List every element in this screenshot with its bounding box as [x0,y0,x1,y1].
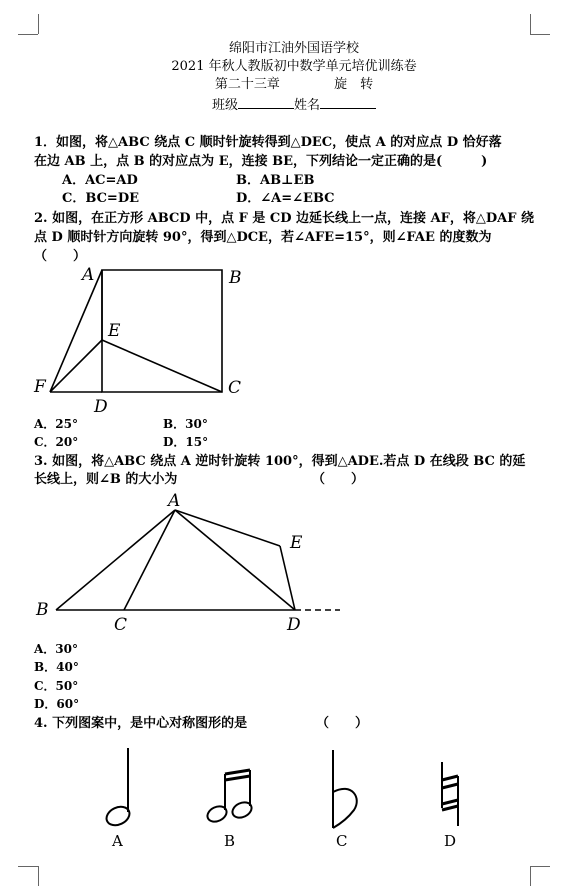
q3-segment-ad [175,510,295,610]
q3-option-c: C．50° [34,679,79,693]
name-label: 姓名 [294,98,321,113]
q1-line2: 在边 AB 上，点 B 的对应点为 E，连接 BE，下列结论一定正确的是( ) [34,154,488,169]
q2-label-a: A [82,265,95,285]
flat-sign-icon [333,750,357,828]
q3-segment-ae [175,510,280,546]
q2-segment-ec [102,340,222,392]
crop-mark [530,866,550,867]
q3-figure [30,488,350,638]
q2-label-e: E [108,321,121,341]
name-blank [320,95,376,109]
q2-segment-fe [50,340,102,392]
q3-line1: 3. 如图，将△ABC 绕点 A 逆时针旋转 100°，得到△ADE.若点 D 在线段 BC 的延 [34,454,526,469]
q4-choice-c: C [336,832,348,850]
paper-title: 2021 年秋人教版初中数学单元培优训练卷 [171,59,417,74]
chapter-topic: 旋 转 [334,77,374,92]
crop-mark [530,866,531,886]
student-info-line [0,95,588,115]
school-name: 绵阳市江油外国语学校 [228,41,359,56]
crop-mark [530,34,550,35]
q3-segment-ac [124,510,175,610]
q2-label-f: F [34,377,46,397]
q4-choice-d: D [444,832,457,850]
q1-option-b: B．AB⊥EB [236,173,315,188]
crop-mark [38,14,39,34]
q4-bracket: （ ） [316,716,369,731]
chapter-line [0,76,588,94]
q3-line2: 长线上，则∠B 的大小为 [34,472,178,487]
q3-segment-ab [56,510,175,610]
q2-label-d: D [94,397,108,415]
q3-option-d: D．60° [34,697,80,711]
q3-label-a: A [168,491,181,511]
q3-label-b: B [36,600,49,620]
q3-label-d: D [287,615,301,635]
class-blank [238,95,294,109]
beamed-eighth-notes-icon [205,770,254,825]
q4-choice-a: A [112,832,123,850]
natural-sign-icon [442,762,458,826]
q2-line1: 2. 如图，在正方形 ABCD 中，点 F 是 CD 边延长线上一点，连接 AF，将△DAF 绕 [34,211,534,226]
q3-label-e: E [290,533,303,553]
q2-label-c: C [228,378,242,398]
q3-label-c: C [114,615,128,635]
q1-option-a: A．AC=AD [62,173,138,188]
q3-bracket: （ ） [312,472,365,487]
q4-figures [90,742,490,854]
q3-option-a: A．30° [34,642,79,656]
q4-line1: 4. 下列图案中，是中心对称图形的是 [34,716,248,731]
q2-line3: （ ） [34,249,87,264]
q2-label-b: B [229,268,242,288]
q1-option-c: C．BC=DE [62,191,139,206]
q1-option-d: D．∠A=∠EBC [236,191,335,206]
chapter-number: 第二十三章 [214,77,280,92]
q2-option-b: B．30° [163,417,208,431]
q2-option-d: D．15° [163,435,209,449]
half-note-icon [104,748,133,829]
crop-mark [38,866,39,886]
class-label: 班级 [211,98,238,113]
q2-option-c: C．20° [34,435,79,449]
q4-choice-b: B [224,832,236,850]
q2-option-a: A．25° [34,417,79,431]
q1-line1: 1．如图，将△ABC 绕点 C 顺时针旋转得到△DEC，使点 A 的对应点 D 恰好落 [34,135,502,150]
crop-mark [18,34,38,35]
q2-figure [30,260,260,415]
crop-mark [530,14,531,34]
crop-mark [18,866,38,867]
q3-option-b: B．40° [34,660,79,674]
q2-line2: 点 D 顺时针方向旋转 90°，得到△DCE，若∠AFE=15°，则∠FAE 的度数为 [34,230,492,245]
q2-segment-af [50,270,102,392]
